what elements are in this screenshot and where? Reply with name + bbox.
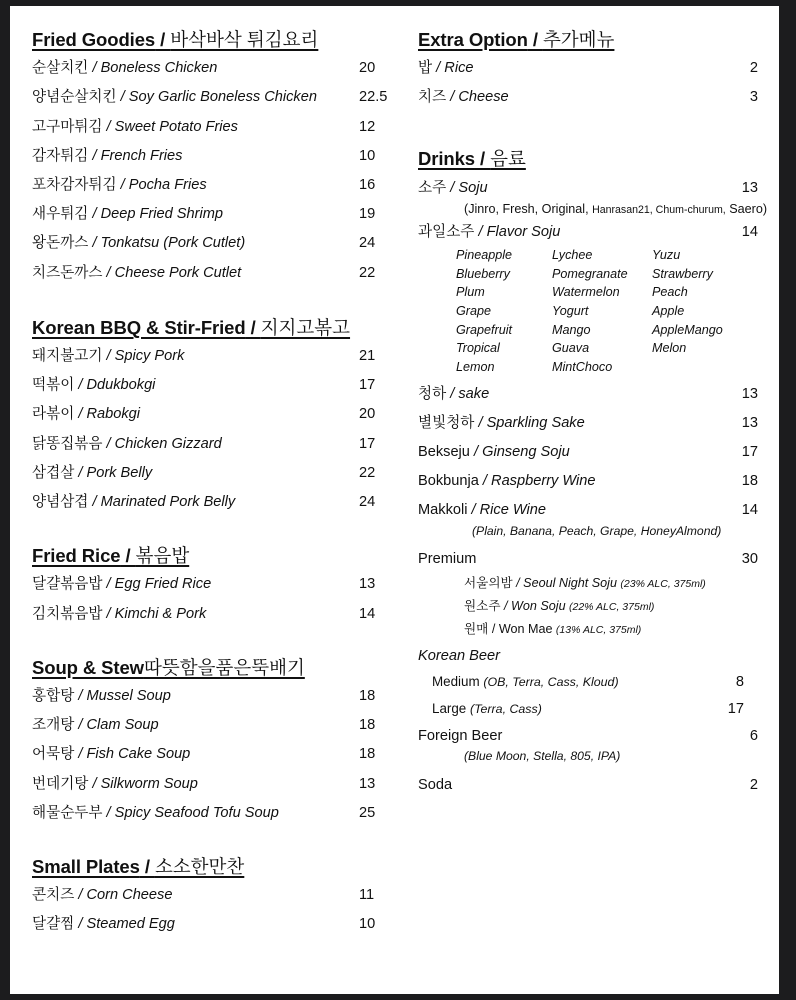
item-name-ko: 닭똥집볶음 [32,435,103,452]
premium-sub-item [418,576,766,591]
flavor-item: Pomegranate [552,266,628,281]
section-extra-option [418,28,766,107]
item-name-en: Cheese [458,89,509,106]
flavor-item: Yogurt [552,304,589,319]
menu-item [32,688,392,705]
item-name-en: Deep Fried Shrimp [100,206,224,223]
item-name-en: Soy Garlic Boneless Chicken [128,89,317,106]
menu-item [32,805,392,822]
item-name-en: Steamed Egg [86,916,175,933]
soju-brands-primary: (Jinro, Fresh, Original, [464,201,593,216]
item-separator: / [102,804,115,821]
item-price: 16 [359,177,376,193]
menu-item [418,386,766,403]
item-name-en: Sweet Potato Fries [114,118,238,135]
item-price: 18 [741,473,758,490]
item-name-ko: 라볶이 [32,406,75,423]
item-name-en: Ginseng Soju [482,444,570,461]
flavor-item: Yuzu [652,248,681,263]
section-title-ko: 볶음밥 [135,545,190,567]
item-price: 18 [359,717,376,734]
item-name-ko: 조개탕 [32,717,75,734]
item-name-ko: 돼지불고기 [32,348,103,364]
section-heading [32,855,392,878]
item-separator: / [474,414,487,431]
item-price: 2 [749,60,758,77]
section-heading [32,656,392,679]
flavor-item: Watermelon [552,285,620,300]
item-name-en: Boneless Chicken [100,60,218,77]
item-price: 22.5 [359,89,388,106]
item-name-ko: 치즈 [418,89,447,106]
flavor-item: Mango [552,322,591,337]
flavor-item: Guava [552,341,590,356]
item-name-ko: 번데기탕 [32,775,89,792]
item-price: 25 [359,804,376,821]
item-name-en: Pocha Fries [128,177,207,193]
item-separator: / [88,775,101,792]
korean-beer-header [418,648,766,665]
item-name-ko: 해물순두부 [32,804,103,821]
section-separator: / [527,29,543,50]
item-separator: / [102,264,115,281]
item-separator: / [446,385,459,402]
item-name-en: Rice Wine [479,502,547,519]
item-separator: / [102,435,115,452]
item-separator: / [88,206,101,223]
section-title-en: Fried Goodies [32,29,156,50]
item-separator: / [74,916,87,933]
item-name-ko: 어묵탕 [32,746,75,763]
makkoli-flavor-note: (Plain, Banana, Peach, Grape, HoneyAlmond) [472,523,722,538]
item-name-ko: 달걀찜 [32,916,75,933]
menu-item-flavor-soju [418,224,766,241]
menu-item [32,494,392,511]
item-separator: / [500,598,511,613]
item-price: 17 [359,377,376,394]
soju-brands-tail: Saero) [725,201,768,216]
item-separator: / [488,621,499,636]
item-separator: / [74,464,87,481]
item-price: 21 [359,348,376,364]
item-name-en: Ddukbokgi [86,377,156,394]
section-title-en: Drinks [418,147,475,169]
item-name-ko: 삼겹살 [32,464,75,481]
beer-size: Large [432,700,467,716]
flavor-item: Plum [456,285,485,300]
item-price: 18 [359,688,376,704]
section-soup-stew [32,656,392,822]
item-price: 11 [359,887,375,904]
menu-item [32,235,392,252]
item-separator: / [446,179,459,196]
item-price: 20 [359,406,376,423]
menu-item [32,60,392,77]
section-heading [32,28,392,51]
item-price: 14 [741,224,758,241]
section-separator: / [139,856,155,878]
section-heading [418,28,766,51]
item-price: 22 [359,464,376,481]
item-price: 14 [359,605,376,622]
item-name-en: Silkworm Soup [100,775,198,792]
section-heading [418,147,766,170]
item-name-ko: 왕돈까스 [32,235,89,252]
foreign-beer-brands: (Blue Moon, Stella, 805, IPA) [464,748,621,763]
item-separator: / [102,348,115,364]
item-separator: / [74,688,87,704]
section-small-plates [32,855,392,934]
section-separator: / [155,29,171,50]
item-name-en: Chicken Gizzard [114,435,222,452]
menu-item [32,89,392,106]
item-name-en: French Fries [100,147,183,164]
item-price: 8 [735,674,744,691]
beer-size: Medium [432,674,480,690]
menu-item [32,377,392,394]
section-title-ko: 바삭바삭 튀김요리 [170,29,319,50]
item-name-en: Egg Fried Rice [114,576,212,593]
menu-item [32,348,392,365]
section-heading [32,544,392,567]
item-name-romanized: Bekseju [418,444,470,461]
flavor-item: Grape [456,304,492,319]
menu-item [32,776,392,793]
section-separator: / [245,316,261,338]
item-name-ko: 감자튀김 [32,147,89,164]
flavor-item: Lemon [456,359,495,374]
item-separator: / [102,605,115,622]
item-name-en: Raspberry Wine [491,473,596,490]
item-price: 2 [749,776,758,793]
item-name-ko: 포차감자튀김 [32,177,117,193]
section-heading [32,316,392,339]
flavor-item: Melon [652,341,687,356]
menu-columns [10,6,779,994]
item-separator: / [102,576,115,593]
flavor-column-3 [652,246,762,376]
item-separator: / [88,60,101,77]
item-name-en: Kimchi & Pork [114,605,207,622]
item-name-romanized: Makkoli [418,502,468,519]
item-separator: / [446,89,459,106]
item-price: 13 [741,179,758,196]
menu-right-column [418,20,766,794]
menu-item [32,406,392,423]
item-name-en: Soju [458,179,488,196]
section-title-ko: 음료 [490,147,526,169]
section-fried-goodies [32,28,392,282]
section-title-en: Fried Rice [32,545,121,567]
item-separator: / [74,746,87,763]
item-name-en: Cheese Pork Cutlet [114,264,242,281]
premium-sub-item [418,599,766,614]
item-price: 17 [727,700,744,717]
item-name-en: Rice [444,60,474,77]
menu-page [10,6,779,994]
menu-item [32,177,392,194]
item-name-en: Spicy Seafood Tofu Soup [114,804,279,821]
item-name-en: Flavor Soju [486,224,561,241]
item-name-en: Marinated Pork Belly [100,494,236,511]
section-title-en: Small Plates [32,856,140,878]
item-name-ko: 고구마튀김 [32,118,103,135]
foreign-beer-row [418,728,766,745]
menu-item [32,576,392,593]
item-name-ko: 양념순살치킨 [32,89,117,106]
item-price: 17 [741,444,758,461]
item-separator: / [467,502,480,519]
soju-brands-secondary: Hanrasan21, Chum-churum, [592,203,726,216]
item-name-ko: 밥 [418,60,433,77]
item-separator: / [116,177,129,193]
item-price: 13 [359,576,376,593]
flavor-item: Lychee [552,248,593,263]
flavor-item: Pineapple [456,248,513,263]
item-name-ko: 소주 [418,179,447,196]
flavor-item: Blueberry [456,266,510,281]
premium-name-en: Won Mae [498,621,553,636]
menu-item [32,717,392,734]
menu-item [32,148,392,165]
section-korean-bbq-stir-fried [32,316,392,511]
premium-label: Premium [418,551,477,568]
item-price: 30 [741,551,758,568]
item-name-ko: 새우튀김 [32,206,89,223]
item-separator: / [474,224,487,241]
item-name-ko: 양념삼겹 [32,494,89,511]
soda-row [418,777,766,794]
menu-item [418,473,766,490]
item-name-en: Mussel Soup [86,688,171,704]
premium-name-ko: 원매 [464,621,489,636]
item-separator: / [116,89,129,106]
beer-brands: (OB, Terra, Cass, Kloud) [483,675,619,690]
korean-beer-label: Korean Beer [418,647,500,664]
item-name-ko: 떡볶이 [32,377,75,394]
premium-annotation: (22% ALC, 375ml) [569,600,655,613]
item-name-ko: 순살치킨 [32,60,89,77]
item-name-en: Sparkling Sake [486,414,585,431]
menu-item [32,465,392,482]
item-price: 18 [359,746,376,763]
item-price: 10 [359,147,376,164]
menu-item [418,502,766,519]
section-separator: / [120,545,136,567]
section-separator: / [474,147,491,169]
item-separator: / [74,887,87,904]
menu-item [32,436,392,453]
item-price: 24 [359,494,376,511]
section-title-ko: 추가메뉴 [542,29,615,50]
menu-item [32,887,392,904]
premium-sub-item [418,622,766,637]
item-price: 17 [359,435,376,452]
item-name-ko: 별빛청하 [418,414,475,431]
menu-item [418,444,766,461]
item-price: 20 [359,60,376,77]
korean-beer-size-row [418,674,766,690]
menu-item [32,606,392,623]
premium-annotation: (13% ALC, 375ml) [555,623,642,636]
item-separator: / [88,235,101,252]
item-separator: / [478,473,492,490]
item-separator: / [469,444,483,461]
premium-name-en: Seoul Night Soju [523,575,617,590]
item-name-en: Fish Cake Soup [86,746,191,763]
item-name-en: Tonkatsu (Pork Cutlet) [100,235,246,252]
flavor-item: Apple [652,304,685,319]
section-drinks [418,147,766,794]
item-price: 10 [359,916,376,933]
menu-item [32,119,392,136]
section-title-ko: 따뜻함을품은뚝배기 [143,656,305,678]
section-title-en: Extra Option [418,29,528,50]
item-name-en: Pork Belly [86,464,153,481]
item-separator: / [88,147,101,164]
item-name-en: Spicy Pork [114,348,185,364]
flavor-item: Grapefruit [456,322,512,337]
item-price: 14 [741,502,758,519]
item-separator: / [74,377,87,394]
item-name-romanized: Bokbunja [418,473,479,490]
soju-brand-list [418,202,766,217]
menu-item [32,206,392,223]
section-title-ko: 지지고볶고 [260,316,351,338]
flavor-item: Peach [652,285,688,300]
section-title-ko: 소소한만찬 [154,856,245,878]
menu-item [32,916,392,933]
item-price: 13 [741,414,758,431]
item-name-en: Corn Cheese [86,887,173,904]
section-title-en: Soup & Stew [32,656,144,678]
menu-item-premium [418,551,766,568]
item-name-en: sake [458,385,490,402]
item-price: 3 [749,89,758,106]
item-price: 22 [359,264,376,281]
item-price: 19 [359,206,376,223]
flavor-column-1 [456,246,552,376]
item-separator: / [102,118,115,135]
item-name-ko: 홍합탕 [32,688,75,704]
menu-item-soju [418,180,766,197]
item-separator: / [432,60,445,77]
menu-item [32,746,392,763]
flavor-item: Tropical [456,341,500,356]
item-price: 6 [749,727,758,744]
section-title-en: Korean BBQ & Stir-Fried [32,316,246,338]
soda-label: Soda [418,776,453,793]
item-name-ko: 콘치즈 [32,887,75,904]
item-name-ko: 김치볶음밥 [32,605,103,622]
item-name-ko: 과일소주 [418,224,475,241]
item-price: 24 [359,235,376,252]
item-name-ko: 치즈돈까스 [32,264,103,281]
item-price: 13 [359,775,376,792]
item-name-ko: 청하 [418,385,447,402]
item-separator: / [74,406,87,423]
item-price: 13 [741,385,758,402]
flavor-item: MintChoco [552,359,613,374]
menu-item [418,415,766,432]
section-fried-rice [32,544,392,623]
item-price: 12 [359,118,376,135]
beer-brands: (Terra, Cass) [469,701,542,716]
item-separator: / [88,494,101,511]
menu-item [32,265,392,282]
premium-annotation: (23% ALC, 375ml) [620,577,706,590]
menu-item [418,60,766,77]
item-name-en: Rabokgi [86,406,141,423]
korean-beer-size-row [418,701,766,717]
flavor-column-2 [552,246,652,376]
premium-name-ko: 원소주 [464,598,501,613]
premium-name-en: Won Soju [511,598,566,613]
premium-name-ko: 서울의밤 [464,575,513,590]
flavor-item: AppleMango [652,322,723,337]
foreign-beer-label: Foreign Beer [418,727,503,744]
flavor-soju-list [418,246,766,376]
item-name-ko: 달걀볶음밥 [32,576,103,593]
item-separator: / [74,717,87,734]
item-separator: / [512,575,524,590]
flavor-item: Strawberry [652,266,713,281]
menu-item [418,89,766,106]
item-name-en: Clam Soup [86,717,159,734]
menu-left-column [32,20,392,934]
